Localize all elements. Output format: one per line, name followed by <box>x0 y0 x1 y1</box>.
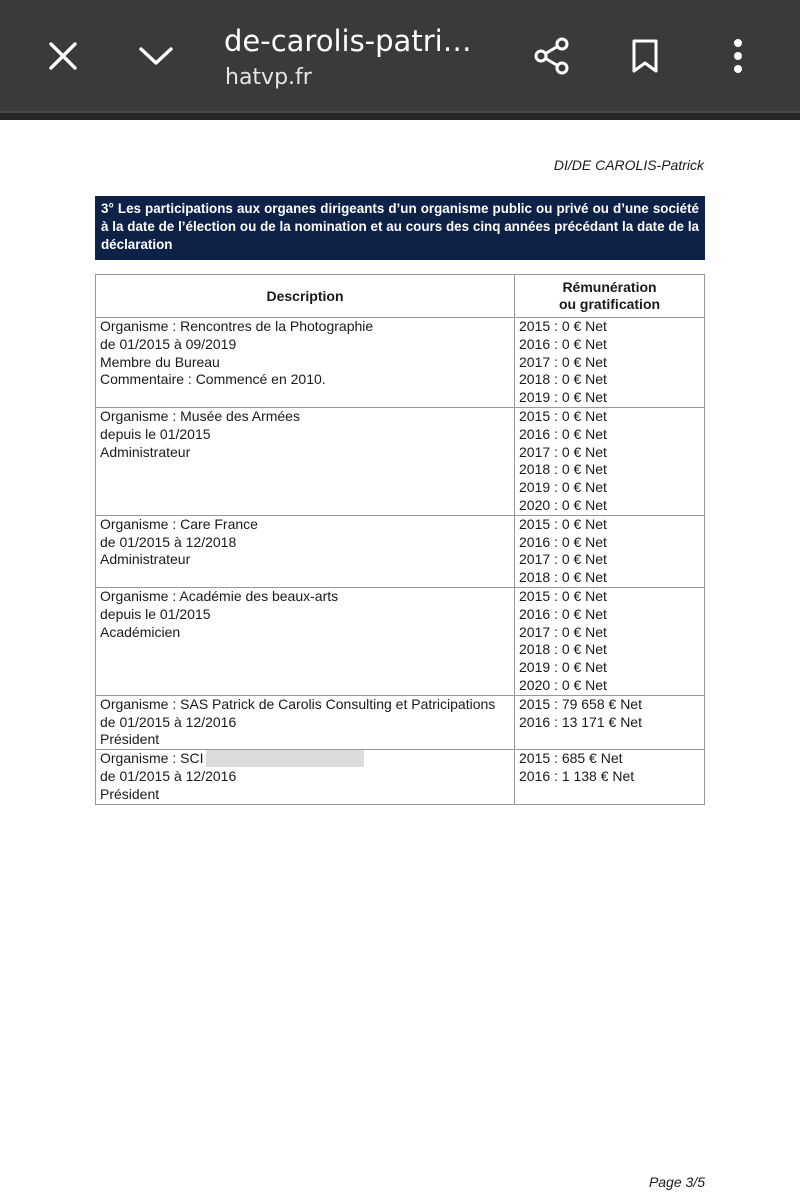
share-icon <box>532 36 572 76</box>
more-options-button[interactable] <box>708 26 768 86</box>
participations-table <box>95 274 705 805</box>
remuneration-cell: 2015 : 0 € Net 2016 : 0 € Net 2017 : 0 € Net 2018 : 0 € Net <box>515 515 705 587</box>
document-page <box>0 120 800 1200</box>
page-number: Page 3/5 <box>648 1174 705 1190</box>
table-row <box>96 318 705 408</box>
description-cell: Organisme : Académie des beaux-arts depuis le 01/2015 Académicien <box>96 587 515 695</box>
bookmark-icon <box>630 38 660 74</box>
remuneration-cell: 2015 : 0 € Net 2016 : 0 € Net 2017 : 0 € Net 2018 : 0 € Net 2019 : 0 € Net 2020 : 0 € Net <box>515 587 705 695</box>
description-cell: Organisme : Care France de 01/2015 à 12/2018 Administrateur <box>96 515 515 587</box>
close-icon <box>48 41 78 71</box>
description-cell: Organisme : SCI de 01/2015 à 12/2016 Président <box>96 750 515 804</box>
close-button[interactable] <box>33 26 93 86</box>
remuneration-cell: 2015 : 0 € Net 2016 : 0 € Net 2017 : 0 € Net 2018 : 0 € Net 2019 : 0 € Net 2020 : 0 € Net <box>515 407 705 515</box>
share-button[interactable] <box>522 26 582 86</box>
chevron-down-icon <box>138 45 174 67</box>
description-cell: Organisme : Musée des Armées depuis le 01/2015 Administrateur <box>96 407 515 515</box>
table-row <box>96 587 705 695</box>
header-description: Description <box>96 275 515 318</box>
table-row <box>96 515 705 587</box>
description-cell: Organisme : Rencontres de la Photographie de 01/2015 à 09/2019 Membre du Bureau Commentaire : Commencé en 2010. <box>96 318 515 408</box>
section-heading: 3° Les participations aux organes dirigeants d’un organisme public ou privé ou d’une société à la date de l’élection ou de la nomination et au cours des cinq années précédant la date de la déclaration <box>95 196 705 260</box>
browser-toolbar <box>0 0 800 111</box>
document-reference: DI/DE CAROLIS-Patrick <box>553 157 704 173</box>
remuneration-cell: 2015 : 685 € Net 2016 : 1 138 € Net <box>515 750 705 804</box>
table-row <box>96 407 705 515</box>
remuneration-cell: 2015 : 0 € Net 2016 : 0 € Net 2017 : 0 € Net 2018 : 0 € Net 2019 : 0 € Net <box>515 318 705 408</box>
redacted-block <box>206 750 364 767</box>
header-remuneration: Rémunération ou gratification <box>515 275 705 318</box>
table-row <box>96 750 705 804</box>
page-domain: hatvp.fr <box>225 65 312 90</box>
minimize-button[interactable] <box>126 26 186 86</box>
page-title: de-carolis-patri… <box>224 24 472 58</box>
description-cell: Organisme : SAS Patrick de Carolis Consulting et Patricipations de 01/2015 à 12/2016 Président <box>96 695 515 749</box>
table-row <box>96 695 705 749</box>
more-vertical-icon <box>732 38 744 74</box>
table-header-row <box>96 275 705 318</box>
bookmark-button[interactable] <box>615 26 675 86</box>
toolbar-shadow <box>0 113 800 120</box>
remuneration-cell: 2015 : 79 658 € Net 2016 : 13 171 € Net <box>515 695 705 749</box>
